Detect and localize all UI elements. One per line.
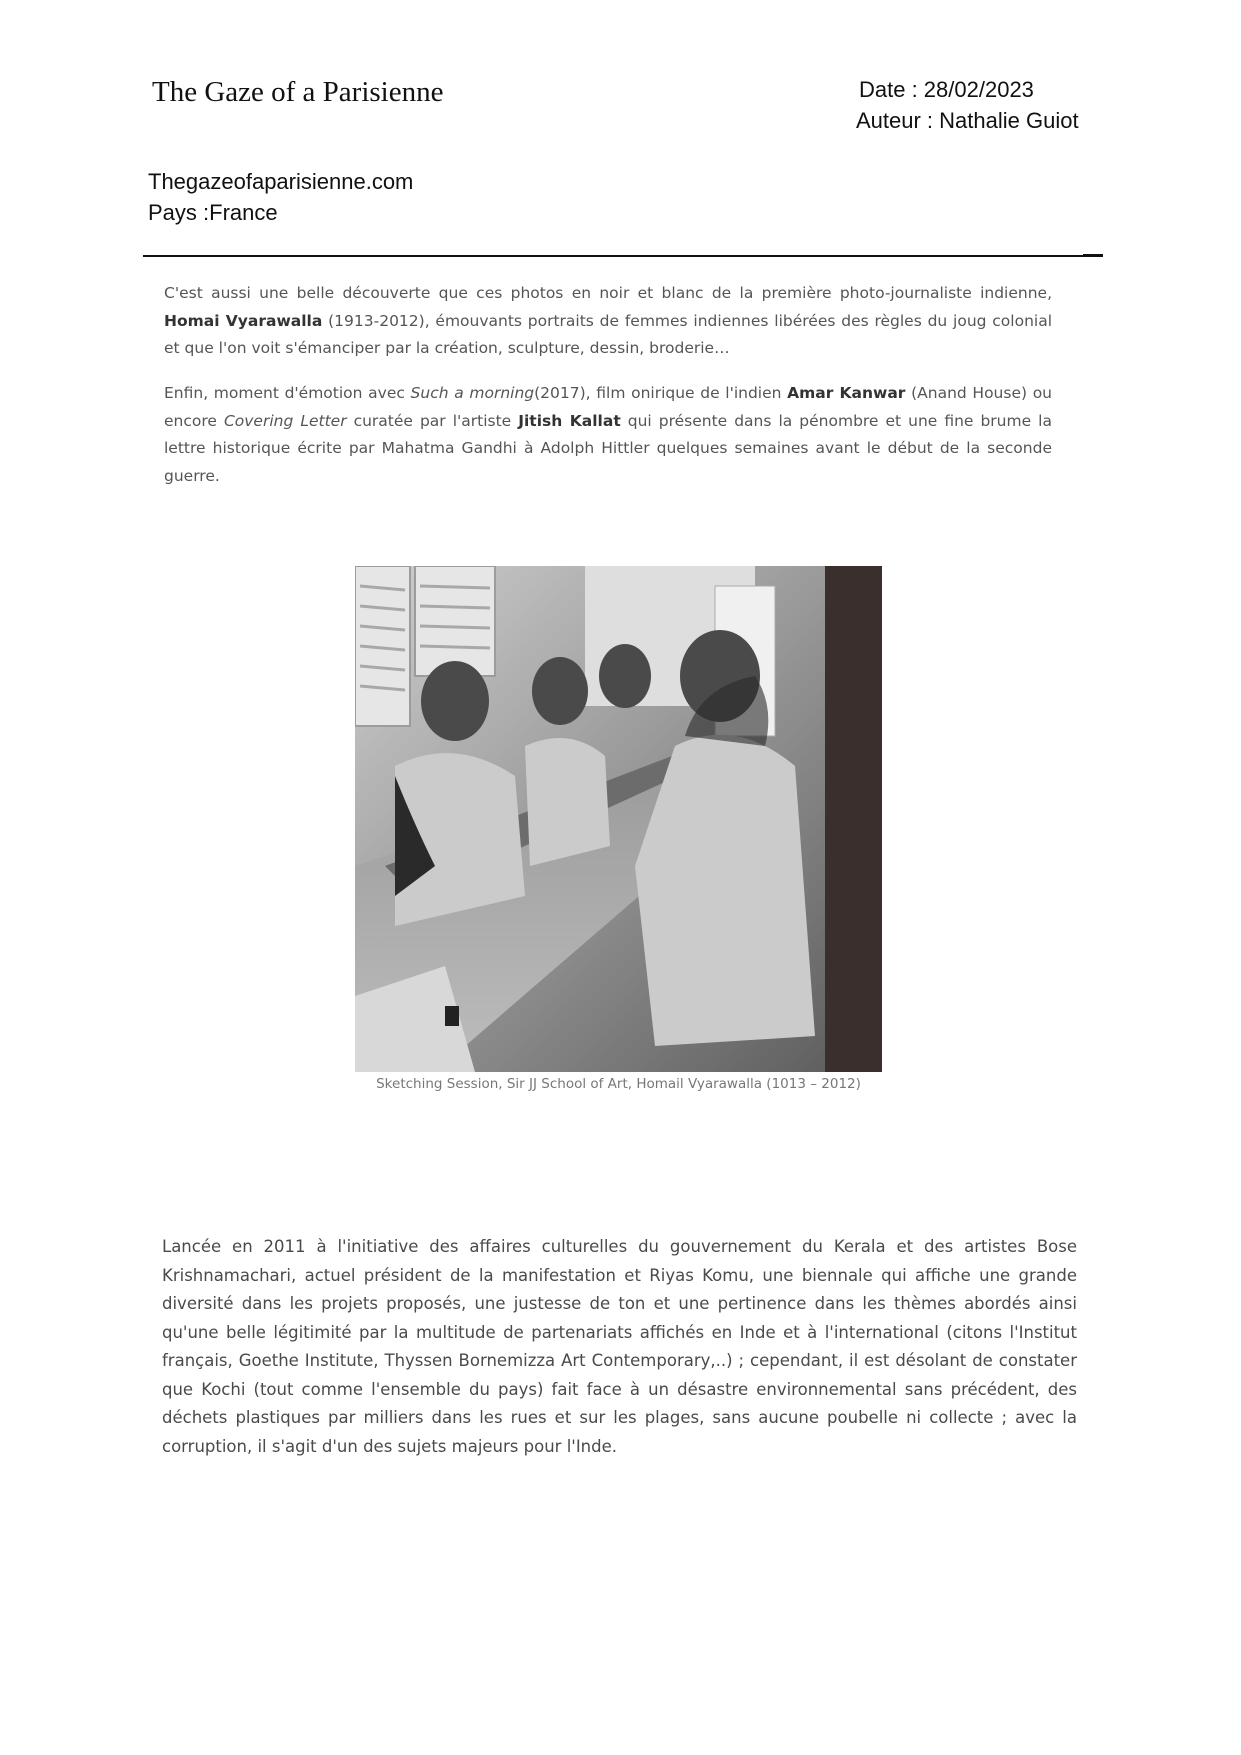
text-run: (1913-2012), émouvants portraits de femmes indiennes libérées des règles du joug colonial et que l'on voit s'émanciper par la création, sculpture, dessin, broderie…: [164, 311, 1052, 357]
publication-title: The Gaze of a Parisienne: [152, 76, 444, 108]
sketching-session-photo: [355, 566, 882, 1072]
text-run: curatée par l'artiste: [346, 411, 519, 430]
photo-illustration: [355, 566, 882, 1072]
article-meta: [856, 74, 1079, 136]
paragraph-biennale: Lancée en 2011 à l'initiative des affaires culturelles du gouvernement du Kerala et des artistes Bose Krishnamachari, actuel président de la manifestation et Riyas Komu, une biennale qui affiche une grande diversité dans les projets proposés, une justesse de ton et une pertinence dans les thèmes abordés ainsi qu'une belle légitimité par la multitude de partenariats affichés en Inde et à l'international (citons l'Institut français, Goethe Institute, Thyssen Bornemizza Art Contemporary,..) ; cependant, il est désolant de constater que Kochi (tout comme l'ensemble du pays) fait face à un désastre environnemental sans précédent, des déchets plastiques par milliers dans les rues et sur les plages, sans aucune poubelle ni collecte ; avec la corruption, il s'agit d'un des sujets majeurs pour l'Inde.: [162, 1237, 1077, 1456]
paragraph-emotion: [164, 380, 1052, 490]
text-run: (2017), film onirique de l'indien: [534, 384, 788, 402]
work-title: Covering Letter: [223, 411, 347, 430]
film-title: Such a morning: [410, 384, 535, 402]
article-date: Date : 28/02/2023: [859, 77, 1034, 102]
paragraph-intro: [164, 280, 1052, 363]
text-run: Enfin, moment d'émotion avec: [164, 384, 411, 402]
country-label: Pays :France: [148, 200, 278, 225]
photographer-name: Homai Vyarawalla: [164, 311, 323, 330]
text-run: (Anand House) ou encore: [164, 384, 1052, 430]
website-link[interactable]: Thegazeofaparisienne.com: [148, 169, 414, 194]
artist-name: Jitish Kallat: [518, 411, 621, 430]
photo-caption: Sketching Session, Sir JJ School of Art, Homail Vyarawalla (1013 – 2012): [376, 1076, 861, 1092]
text-run: qui présente dans la pénombre et une fine brume la lettre historique écrite par Mahatma Gandhi à Adolph Hittler quelques semaines avant le début de la seconde guerre.: [164, 411, 1052, 485]
artist-name: Amar Kanwar: [787, 384, 906, 402]
source-info: [148, 166, 413, 228]
article-author: Auteur : Nathalie Guiot: [856, 108, 1079, 133]
text-run: C'est aussi une belle découverte que ces photos en noir et blanc de la première photo-journaliste indienne,: [164, 284, 1052, 302]
header-divider: [143, 255, 1103, 257]
